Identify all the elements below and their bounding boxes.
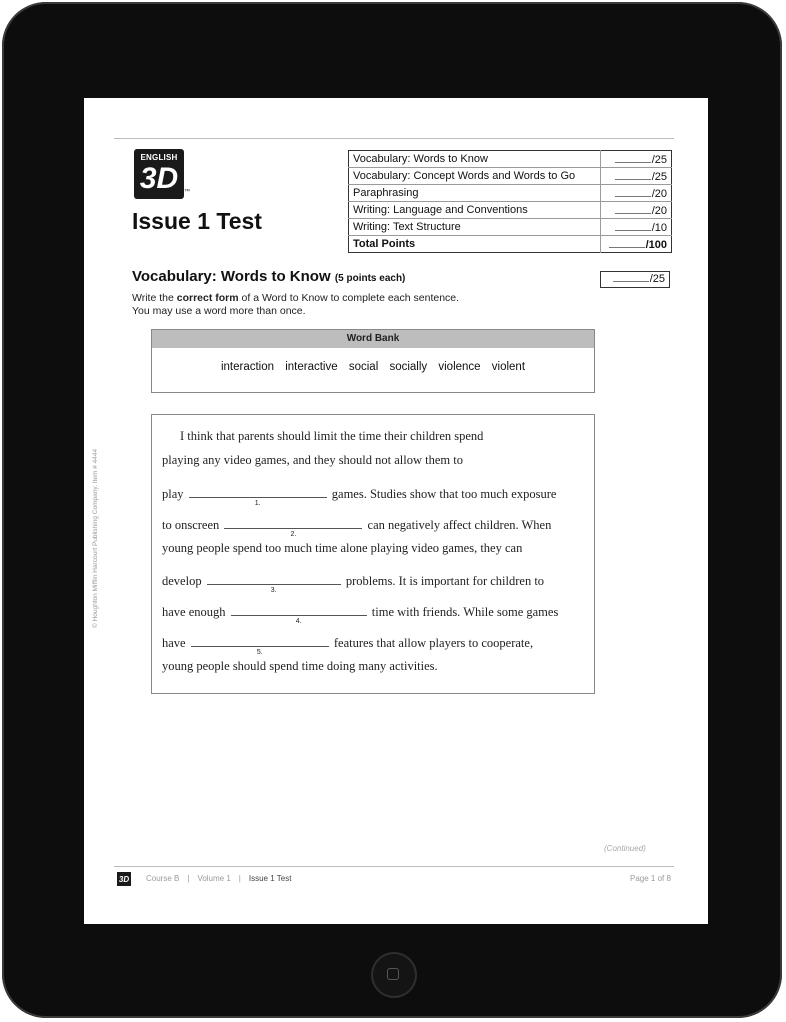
- score-blank: [615, 153, 651, 163]
- score-row-points: [601, 185, 672, 202]
- logo-top-text: ENGLISH: [140, 153, 178, 162]
- score-row-points-text: /25: [651, 153, 667, 166]
- footer-course: Course B: [146, 874, 180, 883]
- section-heading: [132, 268, 405, 285]
- score-blank: [613, 272, 649, 282]
- passage-line: [162, 572, 545, 594]
- passage-line: young people spend too much time alone playing video games, they can: [162, 541, 523, 555]
- blank-number: 1.: [254, 500, 261, 507]
- word-bank-words: [152, 361, 594, 373]
- score-row: [349, 168, 672, 185]
- score-row-points-text: /20: [651, 204, 667, 217]
- section-score-text: /25: [649, 273, 665, 285]
- passage-line: [162, 603, 559, 625]
- score-row-points: [601, 168, 672, 185]
- page-title: Issue 1 Test: [132, 208, 262, 234]
- footer-current-test: Issue 1 Test: [248, 874, 292, 883]
- score-total-row: [349, 236, 672, 253]
- score-blank: [609, 238, 645, 248]
- logo-trademark: ™: [184, 189, 190, 195]
- passage-text: develop: [162, 574, 202, 588]
- score-total-points-text: /100: [645, 238, 667, 251]
- top-divider: [114, 138, 674, 139]
- score-row: [349, 219, 672, 236]
- word-bank-word: violence: [438, 361, 481, 373]
- passage-text: games. Studies show that too much exposure: [331, 487, 557, 501]
- word-bank-word: interactive: [285, 361, 338, 373]
- answer-blank-2[interactable]: [224, 516, 362, 538]
- instruction-line-1: [132, 292, 459, 305]
- passage-text: features that allow players to cooperate,: [333, 636, 534, 650]
- instruction-line-2: You may use a word more than once.: [132, 305, 306, 317]
- score-row: [349, 185, 672, 202]
- score-row-points-text: /25: [651, 170, 667, 183]
- section-title: Vocabulary: Words to Know: [132, 268, 331, 285]
- copyright-notice: © Houghton Mifflin Harcourt Publishing Company. Item # 4444: [92, 448, 99, 628]
- word-bank: [151, 329, 595, 393]
- section-instructions: [132, 292, 459, 318]
- blank-number: 4.: [295, 618, 302, 625]
- passage-text: problems. It is important for children to: [345, 574, 545, 588]
- passage-text: play: [162, 487, 184, 501]
- passage-text: time with friends. While some games: [371, 605, 559, 619]
- word-bank-word: interaction: [220, 361, 275, 373]
- section-score-box: [600, 271, 670, 288]
- footer-separator: |: [238, 874, 241, 883]
- answer-blank-1[interactable]: [189, 485, 327, 507]
- passage-text: have enough: [162, 605, 226, 619]
- blank-number: 3.: [270, 587, 277, 594]
- answer-blank-5[interactable]: [191, 634, 329, 656]
- score-blank: [615, 187, 651, 197]
- score-row-label: Vocabulary: Words to Know: [349, 151, 601, 168]
- continued-note: (Continued): [604, 844, 646, 853]
- passage-line: [162, 634, 534, 656]
- word-bank-word: socially: [389, 361, 428, 373]
- passage-line: I think that parents should limit the time their children spend: [180, 429, 484, 443]
- answer-blank-3[interactable]: [207, 572, 341, 594]
- score-row-points-text: /20: [651, 187, 667, 200]
- passage-text: can negatively affect children. When: [367, 518, 552, 532]
- footer-page-number: Page 1 of 8: [630, 874, 671, 883]
- score-row-label: Writing: Language and Conventions: [349, 202, 601, 219]
- instruction-text: of a Word to Know to complete each sentence.: [238, 292, 460, 304]
- footer-volume: Volume 1: [197, 874, 231, 883]
- score-row: [349, 151, 672, 168]
- footer-logo: 3D: [117, 872, 131, 886]
- blank-number: 5.: [256, 649, 263, 656]
- score-blank: [615, 170, 651, 180]
- word-bank-word: social: [348, 361, 379, 373]
- score-summary-table: [348, 150, 672, 253]
- answer-blank-4[interactable]: [231, 603, 367, 625]
- instruction-bold-text: correct form: [176, 292, 239, 304]
- passage-line: [162, 485, 557, 507]
- passage-line: [162, 516, 552, 538]
- score-row-points-text: /10: [651, 221, 667, 234]
- blank-number: 2.: [290, 531, 297, 538]
- score-row-label: Paraphrasing: [349, 185, 601, 202]
- score-row-points: [601, 202, 672, 219]
- word-bank-header: Word Bank: [152, 330, 594, 348]
- passage-text: have: [162, 636, 186, 650]
- score-row-label: Writing: Text Structure: [349, 219, 601, 236]
- home-square-icon: [387, 968, 399, 980]
- english-3d-logo: [134, 149, 190, 201]
- instruction-text: Write the: [132, 292, 177, 304]
- score-row-label: Vocabulary: Concept Words and Words to Go: [349, 168, 601, 185]
- score-blank: [615, 204, 651, 214]
- footer-separator: |: [187, 874, 190, 883]
- logo-box: [134, 149, 184, 199]
- score-total-label: Total Points: [353, 238, 416, 250]
- word-bank-word: violent: [491, 361, 526, 373]
- footer-breadcrumb: [146, 874, 291, 883]
- passage-line: playing any video games, and they should not allow them to: [162, 453, 463, 467]
- passage-line: young people should spend time doing many activities.: [162, 659, 438, 673]
- score-blank: [615, 221, 651, 231]
- passage-text: to onscreen: [162, 518, 220, 532]
- section-points-note: (5 points each): [334, 273, 406, 284]
- score-total-points: [601, 236, 672, 253]
- score-row-points: [601, 151, 672, 168]
- home-button[interactable]: [371, 952, 417, 998]
- logo-big-text: 3D: [139, 162, 179, 195]
- bottom-divider: [114, 866, 674, 867]
- tablet-frame: [2, 2, 782, 1018]
- document-page: [84, 98, 708, 924]
- cloze-passage: [151, 414, 595, 694]
- score-row-points: [601, 219, 672, 236]
- score-row: [349, 202, 672, 219]
